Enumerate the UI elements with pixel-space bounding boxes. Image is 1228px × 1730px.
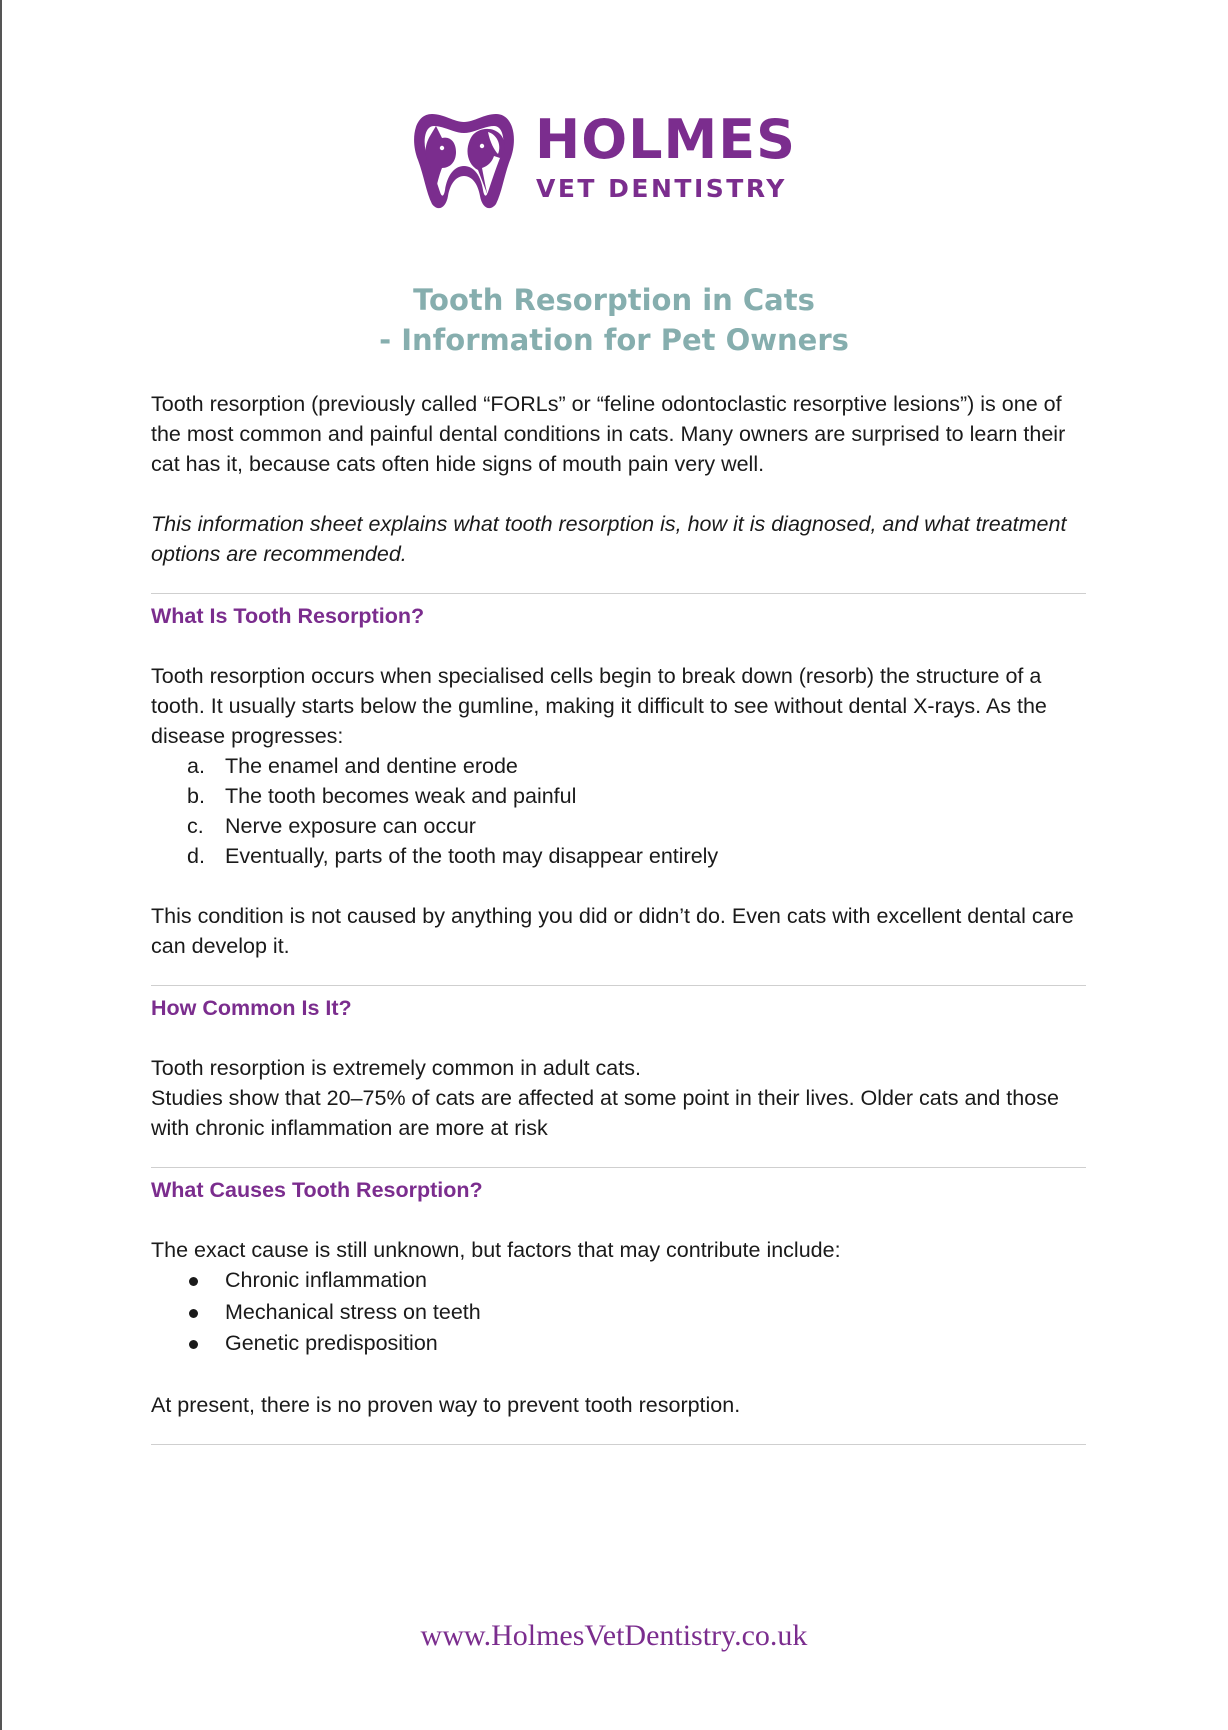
list-marker: c. <box>187 814 204 838</box>
document-body <box>151 389 1086 1452</box>
list-marker: d. <box>187 844 205 868</box>
section-divider <box>151 985 1086 986</box>
list-marker: a. <box>187 754 205 778</box>
section-heading-causes: What Causes Tooth Resorption? <box>151 1178 483 1202</box>
causes-closing: At present, there is no proven way to prevent tooth resorption. <box>151 1392 741 1417</box>
causes-paragraph: The exact cause is still unknown, but factors that may contribute include: <box>151 1238 841 1262</box>
logo <box>412 106 797 212</box>
footer-website-link[interactable]: www.HolmesVetDentistry.co.uk <box>420 1619 808 1652</box>
list-item-text: Chronic inflammation <box>225 1268 427 1292</box>
list-item-text: Genetic predisposition <box>225 1331 438 1355</box>
what-is-paragraph: Tooth resorption occurs when specialised cells begin to break down (resorb) the structure of a tooth. It usually starts below the gumline, making it difficult to see without dental X-rays. As the disease progresses: <box>151 664 1047 748</box>
section-divider <box>151 1167 1086 1168</box>
title-line-2: - Information for Pet Owners <box>379 323 849 357</box>
list-marker: b. <box>187 784 205 808</box>
list-item-text: Eventually, parts of the tooth may disappear entirely <box>225 844 719 868</box>
title-line-1: Tooth Resorption in Cats <box>413 283 815 317</box>
how-common-line-2: Studies show that 20–75% of cats are affected at some point in their lives. Older cats and those with chronic inflammation are more at risk <box>151 1086 1059 1140</box>
causes-list <box>151 1265 1086 1360</box>
page-edge <box>0 0 2 1730</box>
list-item <box>151 751 1086 781</box>
page-title <box>0 280 1228 360</box>
list-item-text: The tooth becomes weak and painful <box>225 784 577 808</box>
bullet-icon <box>189 1340 198 1349</box>
section-divider <box>151 593 1086 594</box>
list-item-text: Mechanical stress on teeth <box>225 1299 481 1324</box>
intro-paragraph: Tooth resorption (previously called “FORLs” or “feline odontoclastic resorptive lesions”) is one of the most common and painful dental conditions in cats. Many owners are surprised to learn their cat has it, because cats often hide signs of mouth pain very well. <box>151 392 1066 476</box>
brand-name: HOLMES <box>535 108 797 171</box>
list-item <box>151 1328 1086 1360</box>
section-heading-how-common: How Common Is It? <box>151 996 352 1020</box>
list-item <box>151 1265 1086 1297</box>
list-item <box>151 841 1086 871</box>
section-heading-what-is: What Is Tooth Resorption? <box>151 604 425 628</box>
list-item <box>151 1297 1086 1329</box>
intro-italic-note: This information sheet explains what tooth resorption is, how it is diagnosed, and what treatment options are recommended. <box>151 512 1067 566</box>
progression-list <box>151 751 1086 871</box>
list-item-text: The enamel and dentine erode <box>225 754 518 778</box>
section-divider <box>151 1444 1086 1445</box>
bullet-icon <box>189 1277 198 1286</box>
how-common-line-1: Tooth resorption is extremely common in adult cats. <box>151 1056 641 1080</box>
list-item <box>151 811 1086 841</box>
brand-subtitle: VET DENTISTRY <box>536 174 787 203</box>
list-item <box>151 781 1086 811</box>
what-is-closing: This condition is not caused by anything you did or didn’t do. Even cats with excellent dental care can develop it. <box>151 904 1074 958</box>
tooth-with-cat-and-dog-icon <box>412 106 516 212</box>
list-item-text: Nerve exposure can occur <box>225 814 476 838</box>
bullet-icon <box>189 1309 198 1318</box>
